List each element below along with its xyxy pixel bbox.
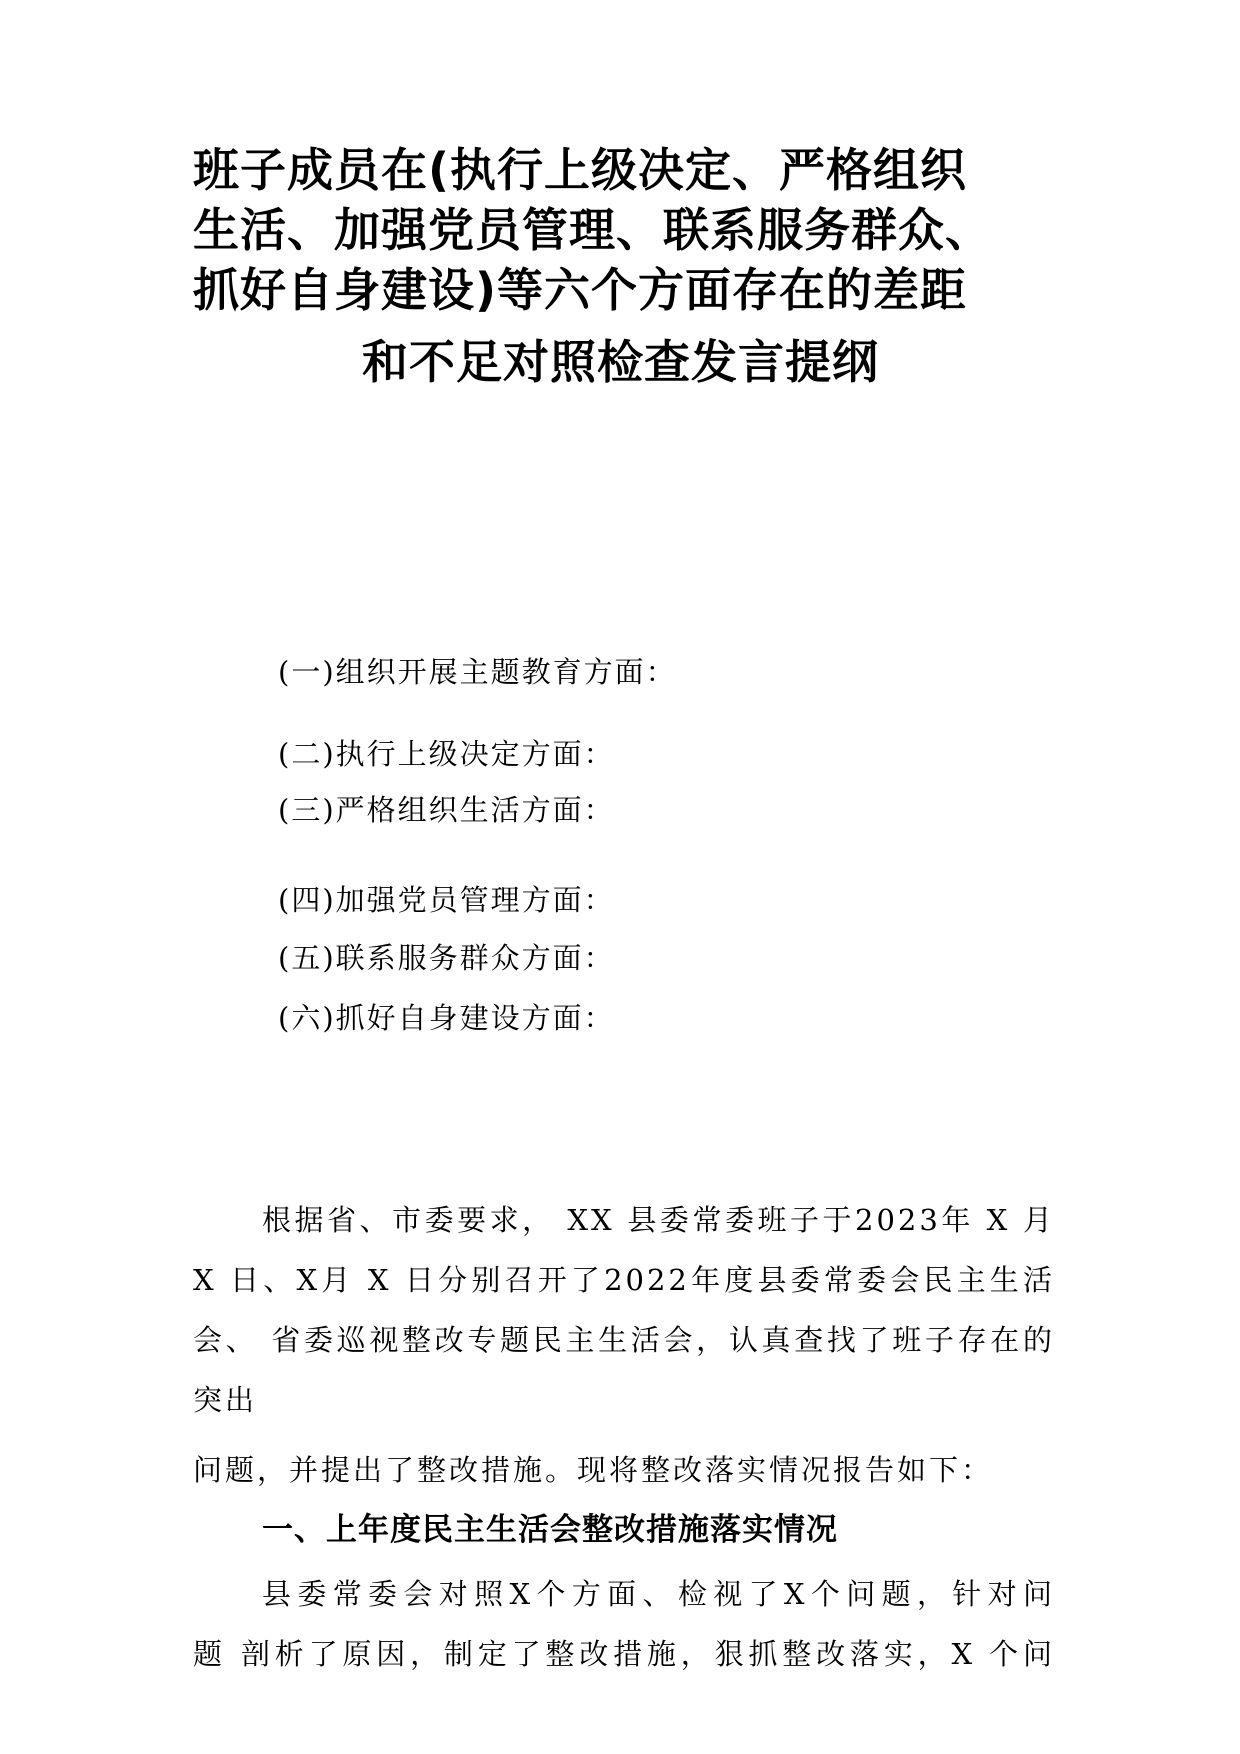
toc-item-6: (六)抓好自身建设方面：	[278, 1001, 615, 1035]
document-title-line-4: 和不足对照检查发言提纲	[362, 335, 879, 389]
document-title-line-1: 班子成员在(执行上级决定、严格组织	[193, 143, 968, 197]
section1-line-1: 县委常委会对照X个方面、检视了X个问题，针对问	[262, 1577, 1055, 1611]
toc-item-3: (三)严格组织生活方面：	[278, 793, 615, 827]
intro-line-3: 会、 省委巡视整改专题民主生活会，认真查找了班子存在的	[193, 1323, 1055, 1357]
intro-line-4: 突出	[193, 1383, 258, 1417]
toc-item-2: (二)执行上级决定方面：	[278, 737, 615, 771]
intro-line-1: 根据省、市委要求， XX 县委常委班子于2023年 X 月	[262, 1203, 1055, 1237]
document-title-line-2: 生活、加强党员管理、联系服务群众、	[193, 203, 992, 257]
toc-item-5: (五)联系服务群众方面：	[278, 941, 615, 975]
toc-item-4: (四)加强党员管理方面：	[278, 883, 615, 917]
document-title-line-3: 抓好自身建设)等六个方面存在的差距	[193, 263, 968, 317]
intro-line-2: X 日、X月 X 日分别召开了2022年度县委常委会民主生活	[193, 1263, 1055, 1297]
intro-line-5: 问题，并提出了整改措施。现将整改落实情况报告如下：	[193, 1453, 994, 1487]
section-heading-1: 一、上年度民主生活会整改措施落实情况	[262, 1512, 838, 1548]
toc-item-1: (一)组织开展主题教育方面：	[278, 655, 677, 689]
section1-line-2: 题 剖析了原因，制定了整改措施，狠抓整改落实，X 个问	[193, 1637, 1055, 1671]
